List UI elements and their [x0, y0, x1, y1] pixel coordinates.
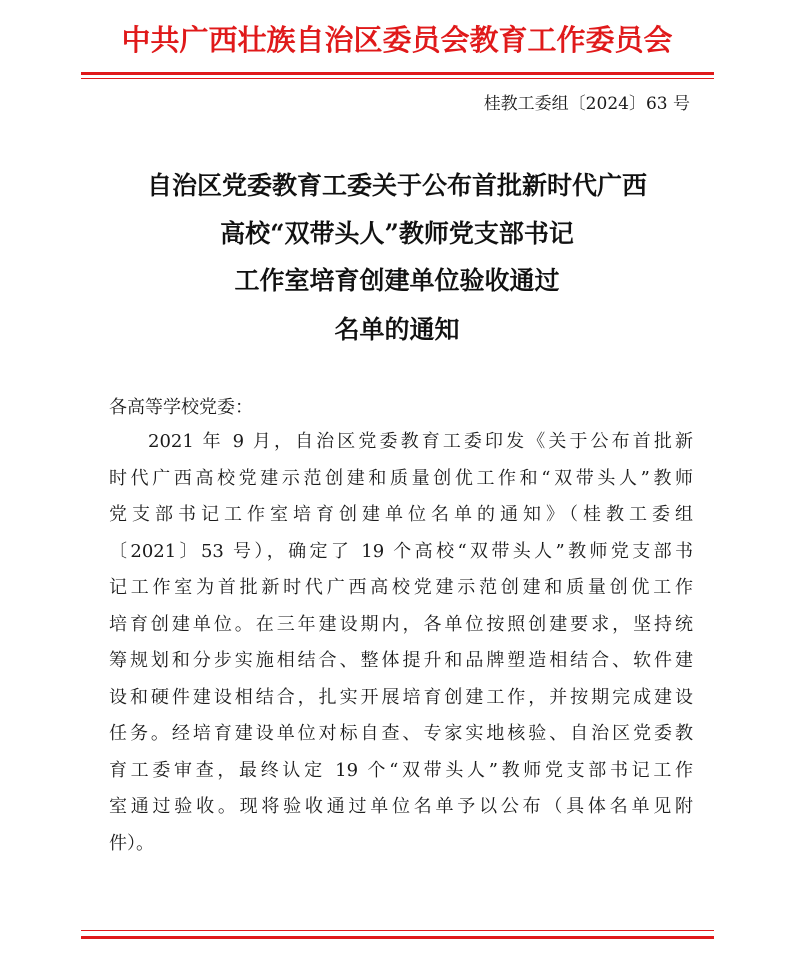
document-number: 桂教工委组〔2024〕63 号 — [483, 94, 690, 114]
body-text-line: 设和硬件建设相结合，扎实开展培育创建工作，并按期完成建设 — [109, 687, 693, 708]
body-text-line: 〔2021〕53 号），确定了 19 个高校“双带头人”教师党支部书 — [109, 541, 693, 562]
header-red-rule-thick — [81, 72, 714, 75]
body-text-line: 时代广西高校党建示范创建和质量创优工作和“双带头人”教师 — [109, 468, 693, 489]
body-text-line: 党支部书记工作室培育创建单位名单的通知》（桂教工委组 — [109, 504, 693, 525]
footer-red-rule-thick — [81, 936, 714, 939]
document-title-line: 自治区党委教育工委关于公布首批新时代广西 — [146, 171, 647, 200]
body-text-line: 件）。 — [109, 833, 154, 854]
document-title-line: 工作室培育创建单位验收通过 — [234, 266, 560, 295]
body-text-line: 育工委审查，最终认定 19 个“双带头人”教师党支部书记工作 — [109, 760, 693, 781]
salutation: 各高等学校党委： — [109, 397, 253, 418]
body-text-line: 室通过验收。现将验收通过单位名单予以公布（具体名单见附 — [109, 796, 693, 817]
body-text-line: 培育创建单位。在三年建设期内，各单位按照创建要求，坚持统 — [109, 614, 693, 635]
body-text-line: 2021 年 9 月，自治区党委教育工委印发《关于公布首批新 — [148, 431, 693, 452]
footer-red-rule-thin — [81, 930, 714, 931]
org-header-title: 中共广西壮族自治区委员会教育工作委员会 — [121, 23, 673, 57]
body-text-line: 记工作室为首批新时代广西高校党建示范创建和质量创优工作 — [109, 577, 693, 598]
body-text-line: 筹规划和分步实施相结合、整体提升和品牌塑造相结合、软件建 — [109, 650, 693, 671]
header-red-rule-thin — [81, 78, 714, 79]
document-title-line: 名单的通知 — [334, 315, 460, 344]
body-text-line: 任务。经培育建设单位对标自查、专家实地核验、自治区党委教 — [109, 723, 693, 744]
document-title-line: 高校“双带头人”教师党支部书记 — [220, 219, 574, 248]
